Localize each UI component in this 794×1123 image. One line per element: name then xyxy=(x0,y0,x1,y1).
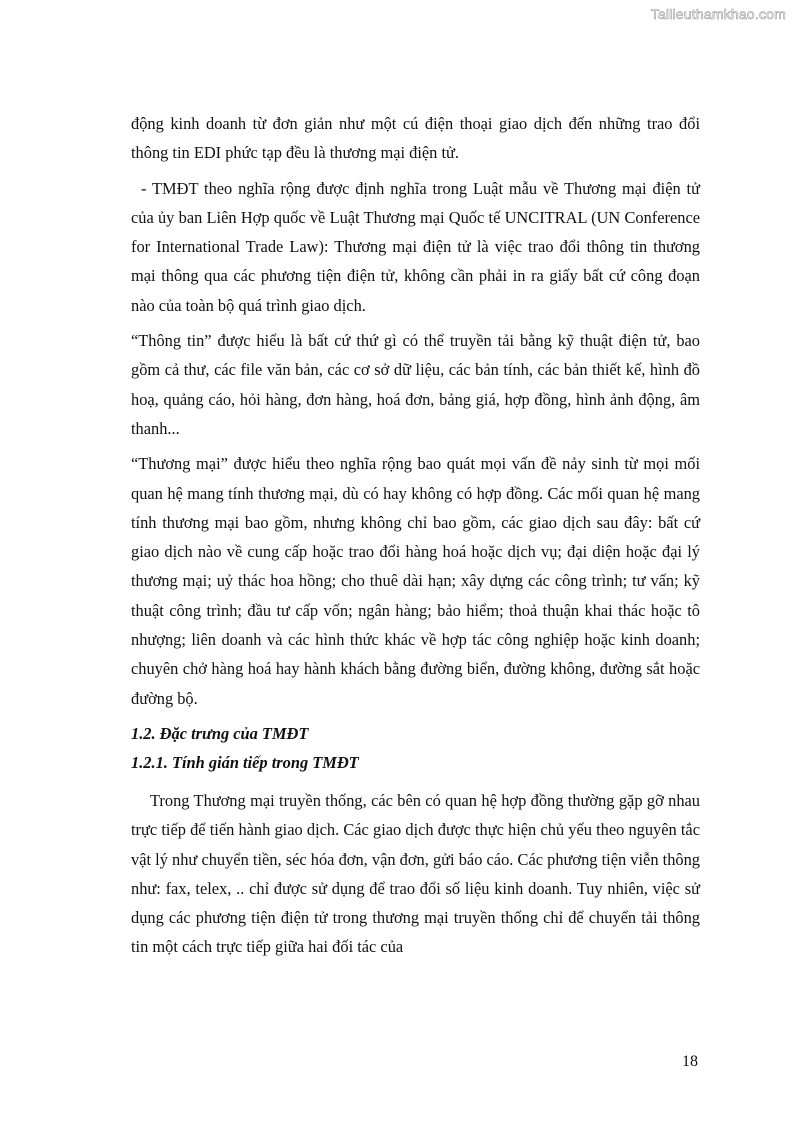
paragraph-information-definition: “Thông tin” được hiểu là bất cứ thứ gì có thể truyền tải bằng kỹ thuật điện tử, bao gồm cả thư, các file văn bản, các cơ sở dữ liệu, các bản tính, các bản thiết kế, hình đồ hoạ, quảng cáo, hỏi hàng, đơn hàng, hoá đơn, bảng giá, hợp đồng, hình ảnh động, âm thanh... xyxy=(131,331,700,438)
page-number: 18 xyxy=(682,1053,698,1070)
paragraph-intro-continuation: động kinh doanh từ đơn giản như một cú điện thoại giao dịch đến những trao đổi thông tin EDI phức tạp đều là thương mại điện tử. xyxy=(131,114,700,163)
paragraph-commerce-definition: “Thương mại” được hiểu theo nghĩa rộng bao quát mọi vấn đề nảy sinh từ mọi mối quan hệ mang tính thương mại, dù có hay không có hợp đồng. Các mối quan hệ mang tính thương mại bao gồm, nhưng không chỉ bao gồm, các giao dịch sau đây: bất cứ giao dịch nào về cung cấp hoặc trao đổi hàng hoá hoặc dịch vụ; đại diện hoặc đại lý thương mại; uỷ thác hoa hồng; cho thuê dài hạn; xây dựng các công trình; tư vấn; kỹ thuật công trình; đầu tư cấp vốn; ngân hàng; bảo hiểm; thoả thuận khai thác hoặc tô nhượng; liên doanh và các hình thức khác về hợp tác công nghiệp hoặc kinh doanh; chuyên chở hàng hoá hay hành khách bằng đường biển, đường không, đường sắt hoặc đường bộ. xyxy=(131,454,700,708)
paragraph-indirectness: Trong Thương mại truyền thống, các bên có quan hệ hợp đồng thường gặp gỡ nhau trực tiếp để tiến hành giao dịch. Các giao dịch được thực hiện chủ yếu theo nguyên tắc vật lý như chuyển tiền, séc hóa đơn, vận đơn, gửi báo cáo. Các phương tiện viễn thông như: fax, telex, .. chỉ được sử dụng để trao đổi số liệu kinh doanh. Tuy nhiên, việc sử dụng các phương tiện điện tử trong thương mại truyền thống chỉ để chuyển tải thông tin một cách trực tiếp giữa hai đối tác của xyxy=(131,790,700,957)
section-heading: 1.2. Đặc trưng của TMĐT xyxy=(131,723,309,743)
paragraph-broad-definition: - TMĐT theo nghĩa rộng được định nghĩa trong Luật mẫu về Thương mại điện tử của ủy ban Liên Hợp quốc về Luật Thương mại Quốc tế UNCITRAL (UN Conference for International Trade Law): Thương mại điện tử là việc trao đổi thông tin thương mại thông qua các phương tiện điện tử, không cần phải in ra giấy bất cứ công đoạn nào của toàn bộ quá trình giao dịch. xyxy=(131,178,700,315)
subsection-heading: 1.2.1. Tính gián tiếp trong TMĐT xyxy=(131,752,359,772)
watermark: Tailieuthamkhao.com xyxy=(650,6,786,22)
document-body xyxy=(131,109,700,962)
